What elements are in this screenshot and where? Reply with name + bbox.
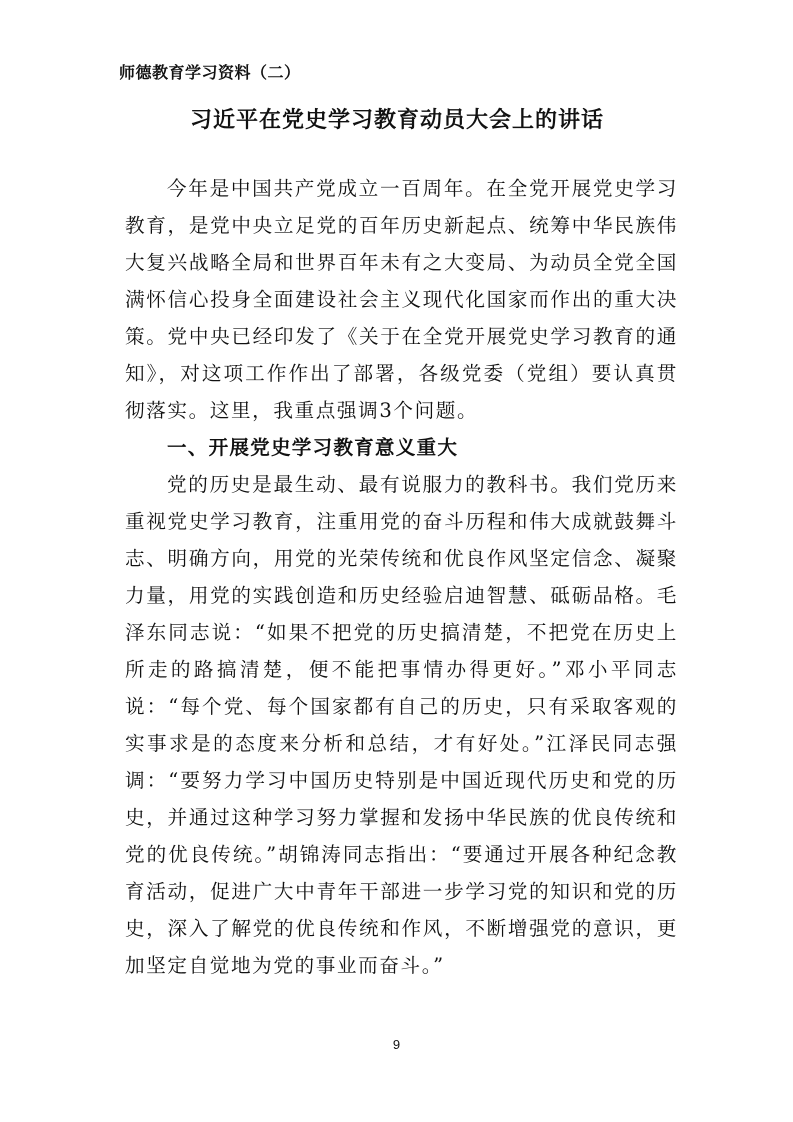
- header-label: 师德教育学习资料（二）: [119, 63, 301, 82]
- paragraph-intro: 今年是中国共产党成立一百周年。在全党开展党史学习教育，是党中央立足党的百年历史新起点、统筹中华民族伟大复兴战略全局和世界百年未有之大变局、为动员全党全国满怀信心投身全面建设社会主义现代化国家而作出的重大决策。党中央已经印发了《关于在全党开展党史学习教育的通知》，对这项工作作出了部署，各级党委（党组）要认真贯彻落实。这里，我重点强调3个问题。: [125, 177, 678, 422]
- section-heading-1: 一、开展党史学习教育意义重大: [167, 436, 459, 459]
- paragraph-history: 党的历史是最生动、最有说服力的教科书。我们党历来重视党史学习教育，注重用党的奋斗历程和伟大成就鼓舞斗志、明确方向，用党的光荣传统和优良作风坚定信念、凝聚力量，用党的实践创造和历史经验启迪智慧、砥砺品格。毛泽东同志说：“如果不把党的历史搞清楚，不把党在历史上所走的路搞清楚，便不能把事情办得更好。”邓小平同志说：“每个党、每个国家都有自己的历史，只有采取客观的实事求是的态度来分析和总结，才有好处。”江泽民同志强调：“要努力学习中国历史特别是中国近现代历史和党的历史，并通过这种学习努力掌握和发扬中华民族的优良传统和党的优良传统。”胡锦涛同志指出：“要通过开展各种纪念教育活动，促进广大中青年干部进一步学习党的知识和党的历史，深入了解党的优良传统和作风，不断增强党的意识，更加坚定自觉地为党的事业而奋斗。”: [125, 473, 678, 977]
- document-title: 习近平在党史学习教育动员大会上的讲话: [189, 107, 604, 133]
- page-number: 9: [392, 1037, 401, 1052]
- document-body: [125, 170, 678, 984]
